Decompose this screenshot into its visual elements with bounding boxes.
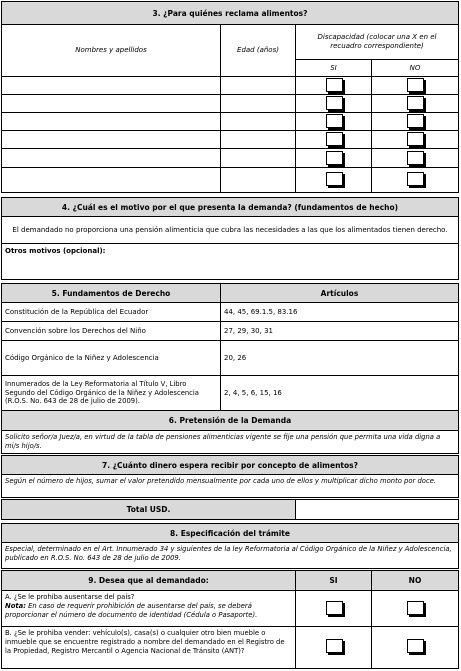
disability-si-checkbox-1[interactable]: [326, 78, 343, 92]
travel-ban-no-cell: [371, 590, 459, 627]
asset-sale-ban-no-checkbox[interactable]: [407, 639, 424, 653]
section9-si-header: SI: [295, 570, 372, 591]
section6-title: 6. Pretensión de la Demanda: [1, 410, 459, 431]
disability-si-cell-4: [295, 130, 372, 149]
beneficiary-name-field-3[interactable]: [1, 112, 221, 131]
disability-no-checkbox-4[interactable]: [407, 132, 424, 146]
asset-sale-ban-si-checkbox[interactable]: [326, 639, 343, 653]
disability-si-checkbox-5[interactable]: [326, 151, 343, 165]
disability-si-checkbox-4[interactable]: [326, 132, 343, 146]
section8-procedure-text: Especial, determinado en el Art. Innumerado 34 y siguientes de la ley Reformatoria al Código Orgánico de la Niñez y Adolescencia, publicado en R.O.S. No. 643 de 28 de julio de 2009.: [1, 542, 459, 569]
disability-si-cell-2: [295, 94, 372, 113]
travel-ban-no-checkbox[interactable]: [407, 601, 424, 615]
disability-no-cell-5: [371, 148, 459, 168]
section9-no-header: NO: [371, 570, 459, 591]
other-reasons-field[interactable]: [1, 243, 459, 280]
other-reasons-label: Otros motivos (opcional):: [5, 247, 106, 255]
disability-si-checkbox-6[interactable]: [326, 172, 343, 186]
travel-ban-si-cell: [295, 590, 372, 627]
disability-no-checkbox-2[interactable]: [407, 96, 424, 110]
total-usd-label: Total USD.: [1, 499, 296, 520]
beneficiary-age-field-1[interactable]: [220, 76, 296, 95]
asset-sale-ban-question: B. ¿Se le prohiba vender: vehículo(s), casa(s) o cualquier otro bien mueble o inmueble que se encuentre registrado a nombre del demandado en el Registro de la Propiedad, Registro Mercantil o Agencia Nacional de Tránsito (ANT)?: [1, 626, 296, 669]
disability-no-cell-1: [371, 76, 459, 95]
disability-si-cell-3: [295, 112, 372, 131]
disability-no-checkbox-6[interactable]: [407, 172, 424, 186]
beneficiary-name-field-4[interactable]: [1, 130, 221, 149]
disability-no-cell-4: [371, 130, 459, 149]
law-articles-2: 27, 29, 30, 31: [220, 321, 459, 341]
disability-no-checkbox-3[interactable]: [407, 114, 424, 128]
asset-sale-ban-no-cell: [371, 626, 459, 669]
disability-si-cell-1: [295, 76, 372, 95]
disability-no-checkbox-5[interactable]: [407, 151, 424, 165]
disability-si-cell-6: [295, 167, 372, 193]
section4-title: 4. ¿Cuál es el motivo por el que presenta la demanda? (fundamentos de hecho): [1, 197, 459, 217]
law-name-1: Constitución de la República del Ecuador: [1, 302, 221, 322]
section8-title: 8. Especificación del trámite: [1, 523, 459, 543]
disability-no-checkbox-1[interactable]: [407, 78, 424, 92]
beneficiary-age-field-4[interactable]: [220, 130, 296, 149]
section5-title: 5. Fundamentos de Derecho: [1, 283, 221, 303]
section4-reason-text: El demandado no proporciona una pensión alimenticia que cubra las necesidades a las que los alimentados tienen derecho.: [1, 216, 459, 244]
disability-no-cell-2: [371, 94, 459, 113]
disability-si-cell-5: [295, 148, 372, 168]
disability-si-checkbox-3[interactable]: [326, 114, 343, 128]
section9-title: 9. Desea que al demandado:: [1, 570, 296, 591]
section6-request-text: Solicito señor/a Juez/a, en virtud de la tabla de pensiones alimenticias vigente se fije una pensión que permita una vida digna a mi/s hijo/s.: [1, 430, 459, 454]
beneficiary-name-field-2[interactable]: [1, 94, 221, 113]
section7-title: 7. ¿Cuánto dinero espera recibir por concepto de alimentos?: [1, 455, 459, 475]
beneficiary-name-field-1[interactable]: [1, 76, 221, 95]
beneficiary-age-field-6[interactable]: [220, 167, 296, 193]
section3-title: 3. ¿Para quiénes reclama alimentos?: [1, 1, 459, 25]
law-articles-4: 2, 4, 5, 6, 15, 16: [220, 375, 459, 411]
beneficiary-age-field-5[interactable]: [220, 148, 296, 168]
beneficiary-age-field-3[interactable]: [220, 112, 296, 131]
disability-si-checkbox-2[interactable]: [326, 96, 343, 110]
total-usd-field[interactable]: [295, 499, 459, 520]
travel-ban-note: En caso de requerir prohibición de ausentarse del país, se deberá proporcionar el número de documento de identidad (Cédula o Pasaporte).: [5, 601, 258, 619]
articles-column-header: Artículos: [220, 283, 459, 303]
beneficiary-age-field-2[interactable]: [220, 94, 296, 113]
travel-ban-question-cell: [1, 590, 296, 627]
asset-sale-ban-si-cell: [295, 626, 372, 669]
disability-no-cell-6: [371, 167, 459, 193]
travel-ban-si-checkbox[interactable]: [326, 601, 343, 615]
names-column-header: Nombres y apellidos: [1, 24, 221, 77]
section7-instructions: Según el número de hijos, sumar el valor pretendido mensualmente por cada uno de ellos y multiplicar dicho monto por doce.: [1, 474, 459, 498]
travel-ban-question: A. ¿Se le prohiba ausentarse del país?: [5, 593, 135, 601]
disability-no-header: NO: [371, 59, 459, 77]
disability-no-cell-3: [371, 112, 459, 131]
beneficiary-name-field-5[interactable]: [1, 148, 221, 168]
travel-ban-note-label: Nota:: [5, 601, 26, 610]
disability-si-header: SI: [295, 59, 372, 77]
law-name-4: Innumerados de la Ley Reformatoria al Título V, Libro Segundo del Código Orgánico de la Niñez y Adolescencia (R.O.S. No. 643 de 28 de julio de 2009).: [1, 375, 221, 411]
disability-column-header: Discapacidad (colocar una X en el recuadro correspondiente): [295, 24, 459, 60]
law-name-2: Convención sobre los Derechos del Niño: [1, 321, 221, 341]
beneficiary-name-field-6[interactable]: [1, 167, 221, 193]
law-articles-1: 44, 45, 69.1.5, 83.16: [220, 302, 459, 322]
age-column-header: Edad (años): [220, 24, 296, 77]
law-articles-3: 20, 26: [220, 340, 459, 376]
law-name-3: Código Orgánico de la Niñez y Adolescencia: [1, 340, 221, 376]
